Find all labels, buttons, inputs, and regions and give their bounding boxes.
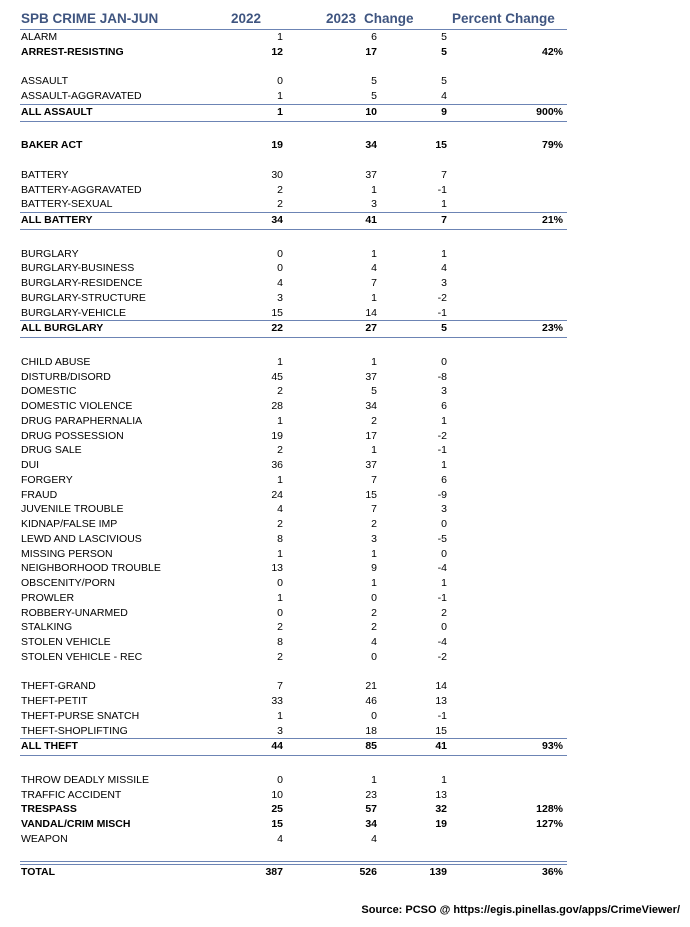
count-2022-cell: 19	[271, 139, 283, 152]
crime-name-cell: VANDAL/CRIM MISCH	[21, 818, 131, 830]
crime-name-cell: ASSAULT-AGGRAVATED	[21, 90, 142, 102]
change-cell: 139	[429, 866, 447, 879]
change-cell: 5	[441, 45, 447, 58]
crime-name-cell: OBSCENITY/PORN	[21, 577, 115, 589]
group-total-row	[20, 320, 567, 338]
count-2022-cell: 1	[277, 709, 283, 722]
table-row	[20, 197, 567, 212]
count-2023-cell: 1	[371, 355, 377, 368]
count-2022-cell: 30	[271, 168, 283, 181]
spacer-row	[20, 60, 567, 75]
crime-name-cell: FRAUD	[21, 488, 58, 501]
count-2022-cell: 15	[271, 818, 283, 830]
table-title: SPB CRIME JAN-JUN	[21, 11, 159, 26]
count-2022-cell: 1	[277, 547, 283, 560]
crime-name-cell: ALL BURGLARY	[21, 322, 104, 335]
table-row	[20, 591, 567, 606]
count-2023-cell: 85	[365, 740, 377, 753]
change-cell: 1	[441, 773, 447, 786]
count-2022-cell: 10	[271, 788, 283, 801]
count-2022-cell: 4	[277, 277, 283, 289]
crime-name-cell: TOTAL	[21, 866, 56, 879]
table-row	[20, 370, 567, 385]
crime-name-cell: CHILD ABUSE	[21, 355, 91, 368]
spacer-row	[20, 758, 567, 773]
count-2023-cell: 7	[371, 473, 377, 486]
count-2022-cell: 0	[277, 773, 283, 786]
group-total-row	[20, 738, 567, 756]
count-2023-cell: 1	[371, 773, 377, 786]
grand-total-row	[20, 865, 567, 880]
table-row	[20, 606, 567, 621]
count-2022-cell: 34	[271, 214, 283, 226]
count-2023-cell: 4	[371, 262, 377, 275]
crime-name-cell: JUVENILE TROUBLE	[21, 503, 124, 516]
change-cell: -1	[437, 444, 447, 457]
table-row	[20, 138, 567, 153]
crime-name-cell: ARREST-RESISTING	[21, 45, 124, 58]
table-row	[20, 45, 567, 60]
count-2023-cell: 5	[371, 90, 377, 102]
change-cell: 14	[435, 680, 447, 693]
count-2022-cell: 0	[277, 247, 283, 260]
change-cell: 3	[441, 503, 447, 516]
change-cell: -1	[437, 591, 447, 604]
change-cell: -4	[437, 562, 447, 575]
crime-name-cell: DUI	[21, 459, 40, 471]
change-cell: 4	[441, 90, 447, 102]
crime-name-cell: ROBBERY-UNARMED	[21, 606, 128, 619]
count-2022-cell: 28	[271, 400, 283, 412]
change-cell: 15	[435, 139, 447, 152]
spacer-row	[20, 153, 567, 168]
change-cell: 32	[435, 803, 447, 816]
table-header	[20, 8, 567, 29]
count-2022-cell: 45	[271, 370, 283, 383]
crime-table	[20, 8, 567, 880]
count-2023-cell: 37	[365, 168, 377, 181]
count-2022-cell: 2	[277, 385, 283, 398]
percent-change-cell: 42%	[541, 45, 563, 58]
table-row	[20, 817, 567, 832]
crime-name-cell: WEAPON	[21, 832, 68, 845]
count-2022-cell: 3	[277, 724, 283, 737]
crime-name-cell: STOLEN VEHICLE - REC	[21, 650, 143, 663]
table-row	[20, 168, 567, 183]
change-cell: 7	[441, 168, 447, 181]
count-2023-cell: 9	[371, 562, 377, 575]
crime-name-cell: ALL THEFT	[21, 740, 78, 753]
percent-change-cell: 23%	[541, 322, 563, 335]
change-cell: 2	[441, 606, 447, 619]
col-header-2023: 2023	[326, 11, 357, 26]
table-row	[20, 788, 567, 803]
crime-name-cell: DOMESTIC	[21, 385, 77, 398]
source-footer: Source: PCSO @ https://egis.pinellas.gov/apps/CrimeViewer/	[361, 904, 680, 916]
count-2022-cell: 12	[271, 45, 283, 58]
count-2022-cell: 1	[277, 31, 283, 43]
percent-change-cell: 36%	[541, 866, 563, 879]
change-cell: 19	[435, 818, 447, 830]
crime-name-cell: MISSING PERSON	[21, 547, 113, 560]
table-row	[20, 517, 567, 532]
crime-name-cell: ALARM	[21, 31, 58, 43]
spacer-row	[20, 124, 567, 139]
count-2023-cell: 6	[371, 31, 377, 43]
table-row	[20, 276, 567, 291]
count-2022-cell: 0	[277, 606, 283, 619]
count-2023-cell: 2	[371, 518, 377, 530]
table-body	[20, 30, 567, 880]
count-2023-cell: 3	[371, 198, 377, 211]
count-2023-cell: 4	[371, 636, 377, 648]
count-2023-cell: 27	[365, 322, 377, 335]
count-2022-cell: 0	[277, 75, 283, 88]
table-row	[20, 620, 567, 635]
count-2023-cell: 34	[365, 818, 377, 830]
count-2023-cell: 23	[365, 788, 377, 801]
count-2023-cell: 0	[371, 709, 377, 722]
count-2022-cell: 1	[277, 591, 283, 604]
count-2023-cell: 1	[371, 547, 377, 560]
col-header-percent-change: Percent Change	[452, 11, 555, 26]
count-2022-cell: 2	[277, 650, 283, 663]
change-cell: -8	[437, 370, 447, 383]
count-2022-cell: 19	[271, 429, 283, 442]
crime-name-cell: TRESPASS	[21, 803, 77, 816]
count-2023-cell: 17	[365, 45, 377, 58]
change-cell: -2	[437, 429, 447, 442]
count-2022-cell: 1	[277, 105, 283, 118]
count-2023-cell: 2	[371, 414, 377, 427]
table-row	[20, 183, 567, 198]
change-cell: -1	[437, 183, 447, 196]
spacer-row	[20, 847, 567, 862]
crime-name-cell: BURGLARY-BUSINESS	[21, 262, 135, 275]
crime-name-cell: BATTERY-SEXUAL	[21, 198, 113, 211]
crime-name-cell: ALL BATTERY	[21, 214, 93, 226]
count-2022-cell: 8	[277, 636, 283, 648]
count-2023-cell: 5	[371, 75, 377, 88]
crime-name-cell: THEFT-SHOPLIFTING	[21, 724, 128, 737]
count-2023-cell: 10	[365, 105, 377, 118]
col-header-2022: 2022	[231, 11, 262, 26]
table-row	[20, 414, 567, 429]
change-cell: 13	[435, 695, 447, 707]
table-row	[20, 74, 567, 89]
table-row	[20, 547, 567, 562]
count-2023-cell: 15	[365, 488, 377, 501]
table-row	[20, 429, 567, 444]
crime-name-cell: FORGERY	[21, 473, 73, 486]
change-cell: 7	[441, 214, 447, 226]
count-2022-cell: 1	[277, 90, 283, 102]
change-cell: 5	[441, 31, 447, 43]
change-cell: 41	[435, 740, 447, 753]
table-row	[20, 384, 567, 399]
change-cell: 4	[441, 262, 447, 275]
count-2023-cell: 57	[365, 803, 377, 816]
crime-name-cell: ALL ASSAULT	[21, 105, 93, 118]
count-2022-cell: 8	[277, 532, 283, 545]
crime-name-cell: DRUG POSSESSION	[21, 429, 124, 442]
change-cell: 3	[441, 385, 447, 398]
count-2023-cell: 18	[365, 724, 377, 737]
count-2022-cell: 0	[277, 577, 283, 589]
change-cell: 1	[441, 459, 447, 471]
crime-name-cell: DRUG PARAPHERNALIA	[21, 414, 143, 427]
change-cell: -2	[437, 650, 447, 663]
change-cell: 0	[441, 547, 447, 560]
col-header-change: Change	[364, 11, 414, 26]
count-2023-cell: 37	[365, 459, 377, 471]
count-2022-cell: 387	[265, 866, 283, 879]
table-row	[20, 802, 567, 817]
count-2022-cell: 0	[277, 262, 283, 275]
table-row	[20, 247, 567, 262]
count-2022-cell: 2	[277, 621, 283, 634]
count-2023-cell: 34	[365, 139, 377, 152]
crime-name-cell: BURGLARY-RESIDENCE	[21, 277, 143, 289]
crime-name-cell: BURGLARY-STRUCTURE	[21, 291, 146, 304]
count-2023-cell: 17	[365, 429, 377, 442]
count-2023-cell: 37	[365, 370, 377, 383]
count-2023-cell: 7	[371, 503, 377, 516]
count-2022-cell: 33	[271, 695, 283, 707]
table-row	[20, 488, 567, 503]
table-row	[20, 291, 567, 306]
percent-change-cell: 127%	[536, 818, 563, 830]
change-cell: 13	[435, 788, 447, 801]
count-2022-cell: 13	[271, 562, 283, 575]
crime-name-cell: THEFT-PETIT	[21, 695, 88, 707]
change-cell: 1	[441, 414, 447, 427]
group-total-row	[20, 104, 567, 122]
table-row	[20, 576, 567, 591]
crime-name-cell: THEFT-PURSE SNATCH	[21, 709, 140, 722]
count-2023-cell: 0	[371, 591, 377, 604]
change-cell: 1	[441, 198, 447, 211]
table-row	[20, 679, 567, 694]
count-2023-cell: 1	[371, 444, 377, 457]
change-cell: 15	[435, 724, 447, 737]
count-2023-cell: 1	[371, 291, 377, 304]
table-row	[20, 355, 567, 370]
table-row	[20, 89, 567, 104]
spacer-row	[20, 340, 567, 355]
percent-change-cell: 128%	[536, 803, 563, 816]
table-row	[20, 532, 567, 547]
crime-name-cell: DOMESTIC VIOLENCE	[21, 400, 133, 412]
count-2023-cell: 3	[371, 532, 377, 545]
count-2022-cell: 2	[277, 444, 283, 457]
percent-change-cell: 79%	[541, 139, 563, 152]
percent-change-cell: 21%	[541, 214, 563, 226]
change-cell: 5	[441, 75, 447, 88]
count-2022-cell: 1	[277, 414, 283, 427]
change-cell: 1	[441, 247, 447, 260]
crime-name-cell: STOLEN VEHICLE	[21, 636, 111, 648]
count-2023-cell: 0	[371, 650, 377, 663]
table-row	[20, 261, 567, 276]
table-row	[20, 473, 567, 488]
change-cell: -5	[437, 532, 447, 545]
crime-name-cell: STALKING	[21, 621, 73, 634]
table-row	[20, 399, 567, 414]
table-row	[20, 832, 567, 847]
count-2022-cell: 4	[277, 832, 283, 845]
change-cell: -4	[437, 636, 447, 648]
percent-change-cell: 900%	[536, 105, 563, 118]
spacer-row	[20, 232, 567, 247]
change-cell: -2	[437, 291, 447, 304]
change-cell: 0	[441, 518, 447, 530]
crime-name-cell: THROW DEADLY MISSILE	[21, 773, 149, 786]
count-2022-cell: 15	[271, 306, 283, 319]
change-cell: 5	[441, 322, 447, 335]
count-2022-cell: 4	[277, 503, 283, 516]
change-cell: -1	[437, 709, 447, 722]
table-row	[20, 30, 567, 45]
crime-name-cell: BATTERY-AGGRAVATED	[21, 183, 142, 196]
table-row	[20, 650, 567, 665]
count-2023-cell: 1	[371, 247, 377, 260]
table-row	[20, 458, 567, 473]
crime-name-cell: TRAFFIC ACCIDENT	[21, 788, 122, 801]
table-row	[20, 694, 567, 709]
crime-name-cell: ASSAULT	[21, 75, 69, 88]
spacer-row	[20, 665, 567, 680]
crime-name-cell: BURGLARY	[21, 247, 79, 260]
crime-name-cell: LEWD AND LASCIVIOUS	[21, 532, 142, 545]
change-cell: -1	[437, 306, 447, 319]
count-2023-cell: 2	[371, 621, 377, 634]
count-2023-cell: 46	[365, 695, 377, 707]
count-2023-cell: 2	[371, 606, 377, 619]
table-row	[20, 709, 567, 724]
count-2022-cell: 2	[277, 183, 283, 196]
crime-name-cell: BAKER ACT	[21, 139, 83, 152]
table-row	[20, 773, 567, 788]
change-cell: 6	[441, 400, 447, 412]
crime-name-cell: BURGLARY-VEHICLE	[21, 306, 127, 319]
change-cell: 3	[441, 277, 447, 289]
crime-name-cell: NEIGHBORHOOD TROUBLE	[21, 562, 161, 575]
count-2022-cell: 24	[271, 488, 283, 501]
count-2023-cell: 1	[371, 577, 377, 589]
change-cell: 0	[441, 621, 447, 634]
count-2023-cell: 7	[371, 277, 377, 289]
count-2023-cell: 4	[371, 832, 377, 845]
count-2022-cell: 36	[271, 459, 283, 471]
crime-name-cell: KIDNAP/FALSE IMP	[21, 518, 118, 530]
count-2022-cell: 2	[277, 198, 283, 211]
table-row	[20, 635, 567, 650]
crime-name-cell: DISTURB/DISORD	[21, 370, 111, 383]
count-2023-cell: 21	[365, 680, 377, 693]
count-2022-cell: 3	[277, 291, 283, 304]
count-2022-cell: 2	[277, 518, 283, 530]
crime-name-cell: BATTERY	[21, 168, 69, 181]
change-cell: 6	[441, 473, 447, 486]
table-row	[20, 306, 567, 321]
count-2022-cell: 1	[277, 473, 283, 486]
table-row	[20, 502, 567, 517]
count-2022-cell: 1	[277, 355, 283, 368]
change-cell: -9	[437, 488, 447, 501]
count-2022-cell: 44	[271, 740, 283, 753]
count-2022-cell: 22	[271, 322, 283, 335]
change-cell: 0	[441, 355, 447, 368]
percent-change-cell: 93%	[541, 740, 563, 753]
table-row	[20, 443, 567, 458]
table-row	[20, 724, 567, 739]
table-row	[20, 561, 567, 576]
count-2023-cell: 41	[365, 214, 377, 226]
count-2023-cell: 526	[359, 866, 377, 879]
crime-name-cell: THEFT-GRAND	[21, 680, 96, 693]
crime-name-cell: PROWLER	[21, 591, 75, 604]
count-2022-cell: 7	[277, 680, 283, 693]
count-2023-cell: 14	[365, 306, 377, 319]
crime-name-cell: DRUG SALE	[21, 444, 82, 457]
group-total-row	[20, 212, 567, 230]
change-cell: 1	[441, 577, 447, 589]
count-2023-cell: 5	[371, 385, 377, 398]
count-2023-cell: 1	[371, 183, 377, 196]
count-2022-cell: 25	[271, 803, 283, 816]
count-2023-cell: 34	[365, 400, 377, 412]
change-cell: 9	[441, 105, 447, 118]
